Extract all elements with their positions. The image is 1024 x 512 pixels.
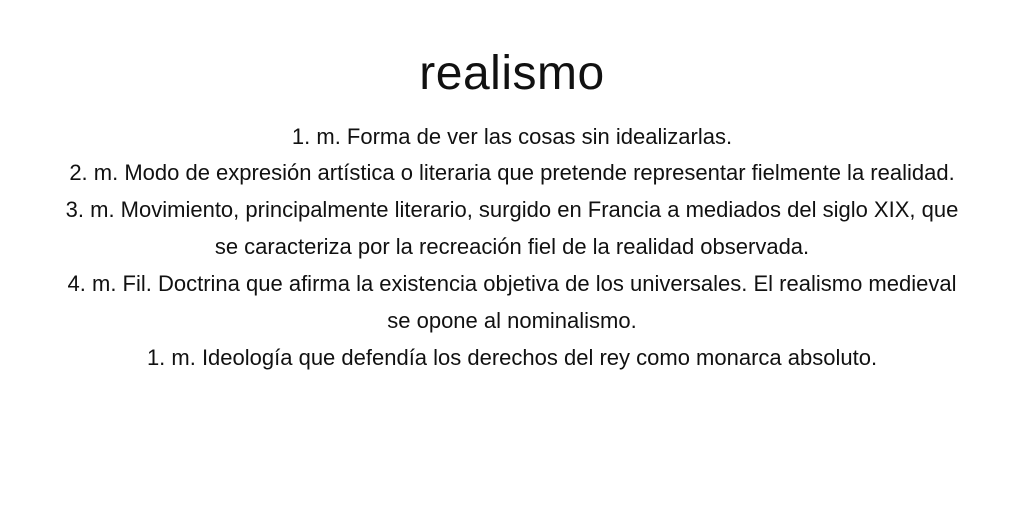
definition-list [62,120,962,376]
definition-item: 2. m. Modo de expresión artística o literaria que pretende representar fielmente la realidad. [69,160,955,185]
definition-item: 1. m. Forma de ver las cosas sin idealizarlas. [291,124,733,149]
definition-item: 3. m. Movimiento, principalmente literario, surgido en Francia a mediados del siglo XIX, que se caracteriza por la recreación fiel de la realidad observada. [65,197,959,259]
entry-title: realismo [419,47,605,100]
definition-item: 4. m. Fil. Doctrina que afirma la existencia objetiva de los universales. El realismo medieval se opone al nominalismo. [67,271,957,333]
definition-item: 1. m. Ideología que defendía los derechos del rey como monarca absoluto. [146,345,878,370]
